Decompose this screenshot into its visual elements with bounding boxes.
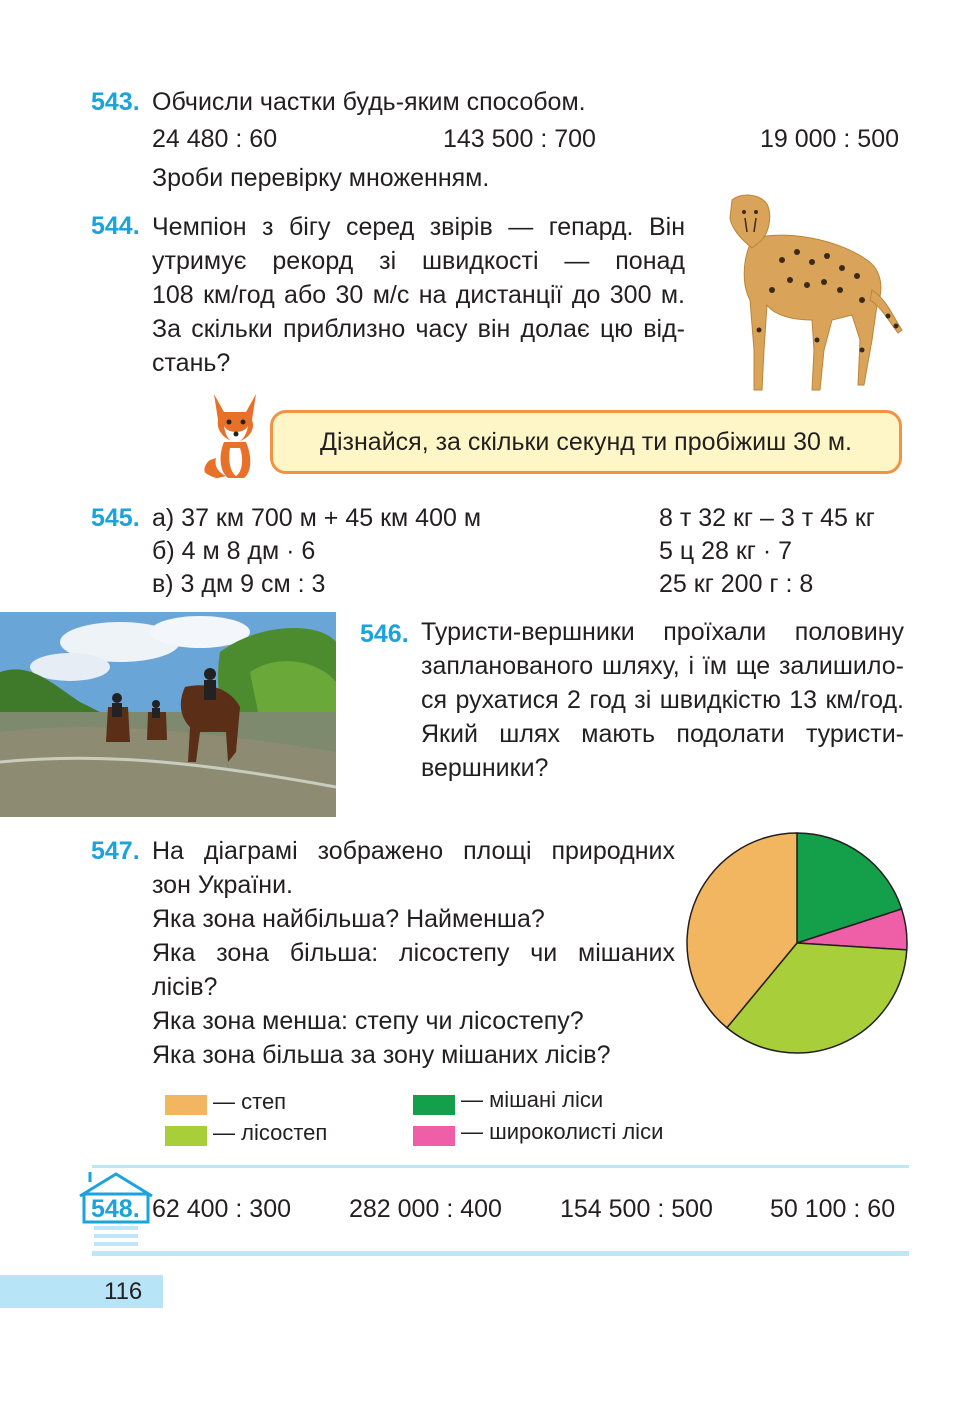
exercise-543-item-2: 143 500 : 700 — [443, 125, 596, 153]
legend-swatch-mixed-forests — [413, 1095, 455, 1115]
natural-zones-pie-chart — [684, 830, 910, 1056]
homework-top-rule — [92, 1165, 909, 1168]
cheetah-photo — [712, 190, 907, 400]
exercise-547-line: лісів? — [152, 973, 218, 1001]
exercise-545-right-3: 25 кг 200 г : 8 — [659, 570, 814, 598]
legend-label-lisostep: — лісостеп — [213, 1120, 328, 1145]
exercise-544-number: 544. — [91, 212, 140, 240]
exercise-544-line: Чемпіон з бігу серед звірів — гепард. Він — [152, 213, 685, 241]
legend-swatch-broadleaf-forests — [413, 1126, 455, 1146]
exercise-546-line: вершники? — [421, 754, 549, 782]
legend-label-mixed-forests: — мішані ліси — [461, 1087, 604, 1112]
hint-text: Дізнайся, за скільки секунд ти пробіжиш 30 м. — [320, 427, 852, 456]
homework-bottom-rule — [92, 1251, 909, 1256]
exercise-548-item-2: 282 000 : 400 — [349, 1195, 502, 1223]
page-number: 116 — [104, 1278, 143, 1305]
exercise-545-right-2: 5 ц 28 кг · 7 — [659, 537, 793, 565]
exercise-546-text — [421, 615, 904, 785]
horse-riders-photo — [0, 612, 336, 817]
exercise-547-number: 547. — [91, 837, 140, 865]
exercise-548-item-1: 62 400 : 300 — [152, 1195, 292, 1223]
exercise-543-item-3: 19 000 : 500 — [760, 125, 900, 153]
exercise-547-line: Яка зона більша за зону мішаних лісів? — [152, 1041, 611, 1069]
exercise-545-left-3: в) 3 дм 9 см : 3 — [152, 570, 326, 598]
legend-label-step: — степ — [213, 1089, 287, 1114]
fox-illustration — [200, 390, 272, 482]
legend-swatch-lisostep — [165, 1126, 207, 1146]
exercise-546-line: запланованого шляху, і їм ще залишило- — [421, 652, 904, 680]
exercise-545-left-2: б) 4 м 8 дм · 6 — [152, 537, 316, 565]
exercise-545-left-1: а) 37 км 700 м + 45 км 400 м — [152, 504, 482, 532]
exercise-547-line: Яка зона більша: лісостепу чи мішаних — [152, 939, 675, 967]
exercise-548-number: 548. — [91, 1195, 140, 1223]
exercise-547-text — [152, 834, 675, 1072]
exercise-544-line: За скільки приблизно часу він долає цю від- — [152, 315, 685, 343]
exercise-544-line: утримує рекорд зі швидкості — понад — [152, 247, 685, 275]
exercise-546-number: 546. — [360, 620, 409, 648]
exercise-546-line: ся рухатися 2 год зі швидкістю 13 км/год. — [421, 686, 904, 714]
exercise-543-title: Обчисли частки будь-яким способом. — [152, 88, 586, 116]
exercise-548-item-3: 154 500 : 500 — [560, 1195, 713, 1223]
exercise-543-footer: Зроби перевірку множенням. — [152, 164, 490, 192]
exercise-548-item-4: 50 100 : 60 — [770, 1195, 896, 1223]
exercise-545-right-1: 8 т 32 кг – 3 т 45 кг — [659, 504, 875, 532]
exercise-546-line: Туристи-вершники проїхали половину — [421, 618, 904, 646]
exercise-546-line: Який шлях мають подолати туристи- — [421, 720, 904, 748]
exercise-547-line: Яка зона найбільша? Найменша? — [152, 905, 545, 933]
hint-bubble — [270, 410, 902, 474]
exercise-545-number: 545. — [91, 504, 140, 532]
exercise-543-item-1: 24 480 : 60 — [152, 125, 278, 153]
exercise-544-line: 108 км/год або 30 м/с на дистанції до 300 м. — [152, 281, 685, 309]
exercise-547-line: На діаграмі зображено площі природних — [152, 837, 675, 865]
exercise-544-text — [152, 210, 685, 380]
exercise-543-number: 543. — [91, 88, 140, 116]
legend-label-broadleaf-forests: — широколисті ліси — [461, 1119, 664, 1144]
exercise-547-line: Яка зона менша: степу чи лісостепу? — [152, 1007, 584, 1035]
exercise-547-line: зон України. — [152, 871, 294, 899]
legend-swatch-step — [165, 1095, 207, 1115]
exercise-544-line: стань? — [152, 349, 231, 377]
